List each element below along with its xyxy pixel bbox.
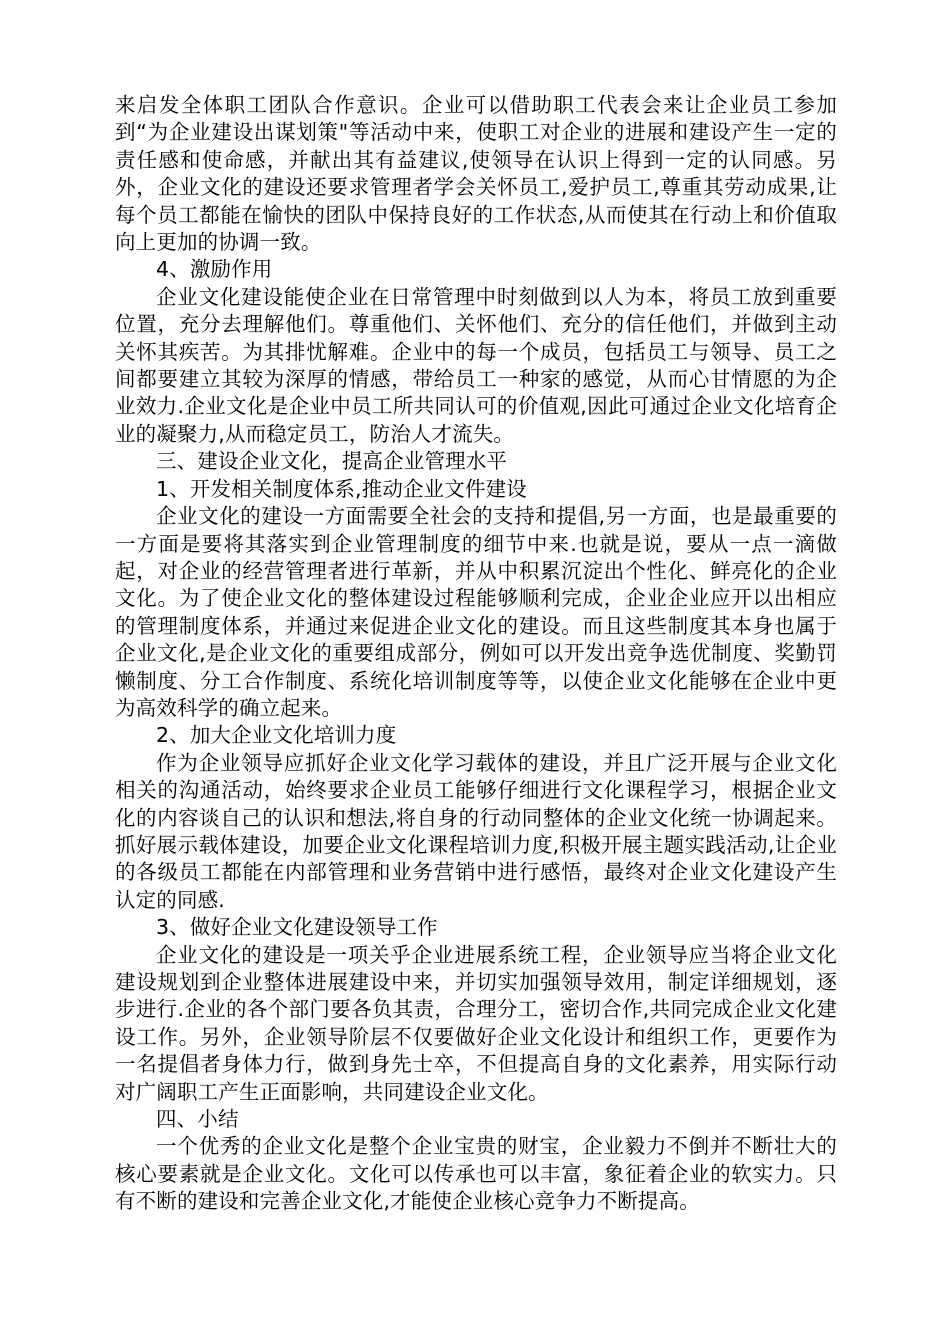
subheading-incentive-role: 4、激励作用 — [156, 257, 273, 282]
subheading-leadership: 3、做好企业文化建设领导工作 — [156, 915, 438, 940]
paragraph-institution-system: 企业文化的建设一方面需要全社会的支持和提倡,另一方面，也是最重要的一方面是要将其落实到企业管理制度的细节中来.也就是说，要从一点一滴做起，对企业的经营管理者进行革新，并从中积累沉淀出个性化、鲜亮化的企业文化。为了使企业文化的整体建设过程能够顺利完成，企业企业应开以出相应的管理制度体系，并通过来促进企业文化的建设。而且这些制度其本身也属于企业文化,是企业文化的重要组成部分，例如可以开发出竞争选优制度、奖勤罚懒制度、分工合作制度、系统化培训制度等等，以使企业文化能够在企业中更为高效科学的确立起来。 — [115, 504, 837, 720]
heading-section-four: 四、小结 — [156, 1107, 239, 1132]
subheading-institution-system: 1、开发相关制度体系,推动企业文件建设 — [156, 476, 527, 501]
heading-section-three: 三、建设企业文化，提高企业管理水平 — [156, 449, 508, 474]
paragraph-summary: 一个优秀的企业文化是整个企业宝贵的财宝，企业毅力不倒并不断壮大的核心要素就是企业文化。文化可以传承也可以丰富，象征着企业的软实力。只有不断的建设和完善企业文化,才能使企业核心竞争力不断提高。 — [115, 1134, 837, 1214]
paragraph-training: 作为企业领导应抓好企业文化学习载体的建设，并且广泛开展与企业文化相关的沟通活动，始终要求企业员工能够仔细进行文化课程学习，根据企业文化的内容谈自己的认识和想法,将自身的行动同整体的企业文化统一协调起来。抓好展示载体建设，加要企业文化课程培训力度,积极开展主题实践活动,让企业的各级员工都能在内部管理和业务营销中进行感悟，最终对企业文化建设产生认定的同感. — [115, 750, 837, 912]
subheading-training: 2、加大企业文化培训力度 — [156, 723, 397, 748]
paragraph-incentive-role: 企业文化建设能使企业在日常管理中时刻做到以人为本，将员工放到重要位置，充分去理解他们。尊重他们、关怀他们、充分的信任他们，并做到主动关怀其疾苦。为其排忧解难。企业中的每一个成员，包括员工与领导、员工之间都要建立其较为深厚的情感，带给员工一种家的感觉，从而心甘情愿的为企业效力.企业文化是企业中员工所共同认可的价值观,因此可通过企业文化培育企业的凝聚力,从而稳定员工，防治人才流失。 — [115, 284, 837, 446]
paragraph-team-cooperation: 来启发全体职工团队合作意识。企业可以借助职工代表会来让企业员工参加到“为企业建设出谋划策"等活动中来，使职工对企业的进展和建设产生一定的责任感和使命感，并献出其有益建议,使领导在认识上得到一定的认同感。另外，企业文化的建设还要求管理者学会关怀员工,爱护员工,尊重其劳动成果,让每个员工都能在愉快的团队中保持良好的工作状态,从而使其在行动上和价值取向上更加的协调一致。 — [115, 93, 837, 255]
document-page — [115, 92, 837, 1216]
paragraph-leadership: 企业文化的建设是一项关乎企业进展系统工程，企业领导应当将企业文化建设规划到企业整体进展建设中来，并切实加强领导效用，制定详细规划，逐步进行.企业的各个部门要各负其责，合理分工，密切合作,共同完成企业文化建设工作。另外，企业领导阶层不仅要做好企业文化设计和组织工作，更要作为一名提倡者身体力行，做到身先士卒，不但提高自身的文化素养，用实际行动对广阔职工产生正面影响，共同建设企业文化。 — [115, 942, 837, 1104]
